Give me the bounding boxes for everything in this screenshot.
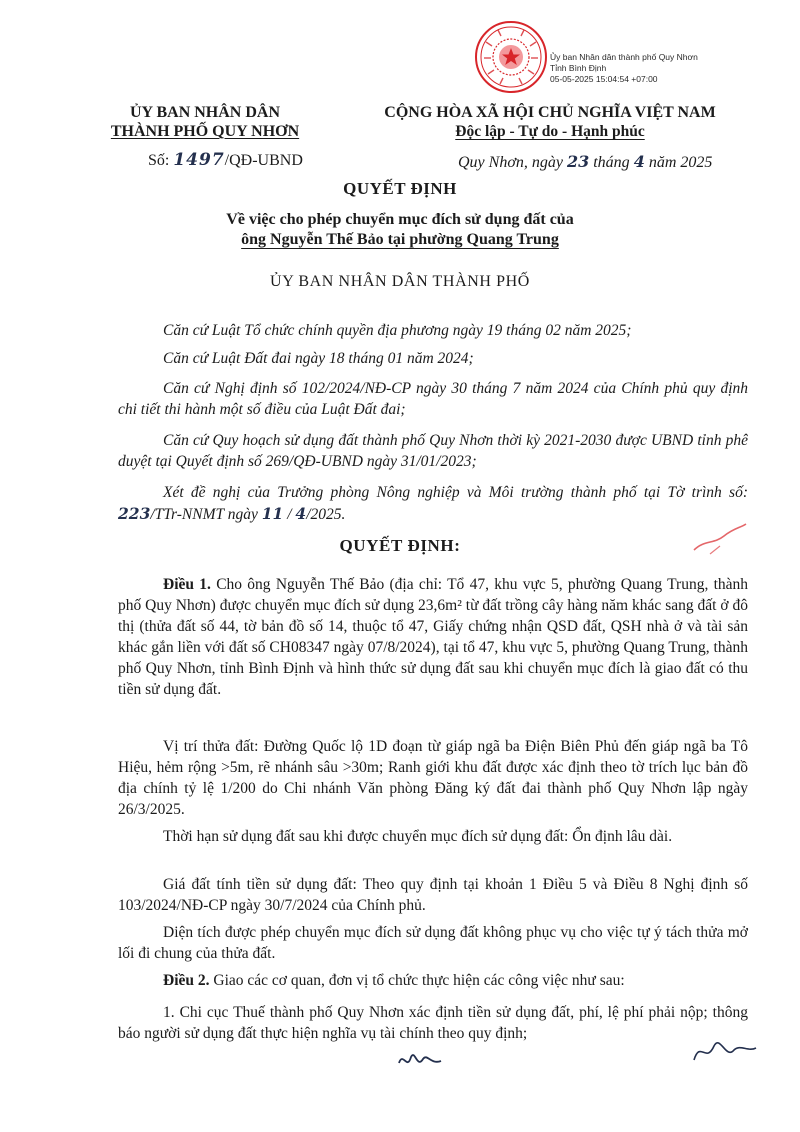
signature-timestamp: 05-05-2025 15:04:54 +07:00: [550, 74, 658, 84]
signer-province: Tỉnh Bình Định: [550, 63, 607, 73]
paragraph-area: Diện tích được phép chuyển mục đích sử dụng đất không phục vụ cho việc tự ý tách thửa mở lối đi chung của thửa đất.: [118, 924, 748, 962]
handwritten-proposal-number: 223: [118, 504, 151, 523]
document-number: Số: 1497/QĐ-UBND: [148, 150, 303, 170]
issuer-line2: THÀNH PHỐ QUY NHƠN: [110, 123, 300, 140]
basis-3: Căn cứ Nghị định số 102/2024/NĐ-CP ngày 30 tháng 7 năm 2024 của Chính phủ quy định chi tiết thi hành một số điều của Luật Đất đai;: [118, 380, 748, 418]
document-subtitle: Về việc cho phép chuyển mục đích sử dụng đất của ông Nguyễn Thế Bảo tại phường Quang Trung: [226, 211, 574, 248]
handwritten-month: 4: [633, 152, 645, 171]
handwritten-day: 23: [566, 152, 590, 171]
red-pen-mark-icon: [690, 520, 750, 560]
signature-mark-icon: [690, 1030, 760, 1070]
national-header: [360, 103, 740, 141]
basis-5: Xét đề nghị của Trưởng phòng Nông nghiệp và Môi trường thành phố tại Tờ trình số: 223/TTr-NNMT ngày 11 / 4/2025.: [118, 484, 748, 523]
signer-name: Ủy ban Nhân dân thành phố Quy Nhơn: [550, 52, 698, 62]
document-title: QUYẾT ĐỊNH: [343, 179, 457, 198]
article-2-item-1: 1. Chi cục Thuế thành phố Quy Nhơn xác định tiền sử dụng đất, phí, lệ phí phải nộp; thông báo người sử dụng đất thực hiện nghĩa vụ tài chính theo quy định;: [118, 1004, 748, 1042]
handwritten-number: 1497: [173, 150, 225, 170]
digital-signature-info: [550, 52, 698, 85]
basis-1: Căn cứ Luật Tổ chức chính quyền địa phương ngày 19 tháng 02 năm 2025;: [163, 322, 632, 339]
article-2: Điều 2. Giao các cơ quan, đơn vị tổ chức thực hiện các công việc như sau:: [163, 972, 625, 989]
paragraph-term: Thời hạn sử dụng đất sau khi được chuyển mục đích sử dụng đất: Ổn định lâu dài.: [163, 828, 673, 845]
issuing-authority: ỦY BAN NHÂN DÂN THÀNH PHỐ: [270, 273, 530, 290]
article-1-label: Điều 1.: [163, 576, 211, 593]
paragraph-price: Giá đất tính tiền sử dụng đất: Theo quy định tại khoản 1 Điều 5 và Điều 8 Nghị định số 103/2024/NĐ-CP ngày 30/7/2024 của Chính phủ.: [118, 876, 748, 914]
official-seal-icon: [474, 20, 548, 94]
national-title: CỘNG HÒA XÃ HỘI CHỦ NGHĨA VIỆT NAM: [384, 104, 716, 121]
issuer-line1: ỦY BAN NHÂN DÂN: [129, 104, 281, 121]
paragraph-location: Vị trí thửa đất: Đường Quốc lộ 1D đoạn từ giáp ngã ba Điện Biên Phủ đến giáp ngã ba Tô Hiệu, hẻm rộng >5m, rẽ nhánh sâu >30m; Ranh giới khu đất được xác định theo tờ trích lục bản đồ địa chính tỷ lệ 1/200 do Chi nhánh Văn phòng Đăng ký đất đai thành phố Quy Nhơn lập ngày 26/3/2025.: [118, 738, 748, 818]
issue-date: Quy Nhơn, ngày 23 tháng 4 năm 2025: [458, 152, 713, 171]
initials-mark-icon: [395, 1045, 445, 1075]
basis-4: Căn cứ Quy hoạch sử dụng đất thành phố Quy Nhơn thời kỳ 2021-2030 được UBND tỉnh phê duyệt tại Quyết định số 269/QĐ-UBND ngày 31/01/2023;: [118, 432, 748, 470]
national-motto: Độc lập - Tự do - Hạnh phúc: [455, 123, 645, 140]
article-2-label: Điều 2.: [163, 972, 210, 989]
decision-heading: QUYẾT ĐỊNH:: [339, 536, 461, 555]
article-1: Điều 1. Cho ông Nguyễn Thế Bảo (địa chỉ: Tổ 47, khu vực 5, phường Quang Trung, thành phố Quy Nhơn) được chuyển mục đích sử dụng 23,6m² từ đất trồng cây hàng năm khác sang đất ở đô thị (thửa đất số 44, tờ bản đồ số 14, thuộc tổ 47, Giấy chứng nhận QSD đất, QSH nhà ở và tài sản khác gắn liền với đất số CH08347 ngày 07/8/2024), tại tổ 47, khu vực 5, phường Quang Trung, thành phố Quy Nhơn, tỉnh Bình Định và hình thức sử dụng đất sau khi chuyển mục đích là giao đất có thu tiền sử dụng đất.: [118, 576, 749, 698]
basis-2: Căn cứ Luật Đất đai ngày 18 tháng 01 năm 2024;: [163, 350, 474, 367]
issuer-header: [100, 103, 310, 141]
